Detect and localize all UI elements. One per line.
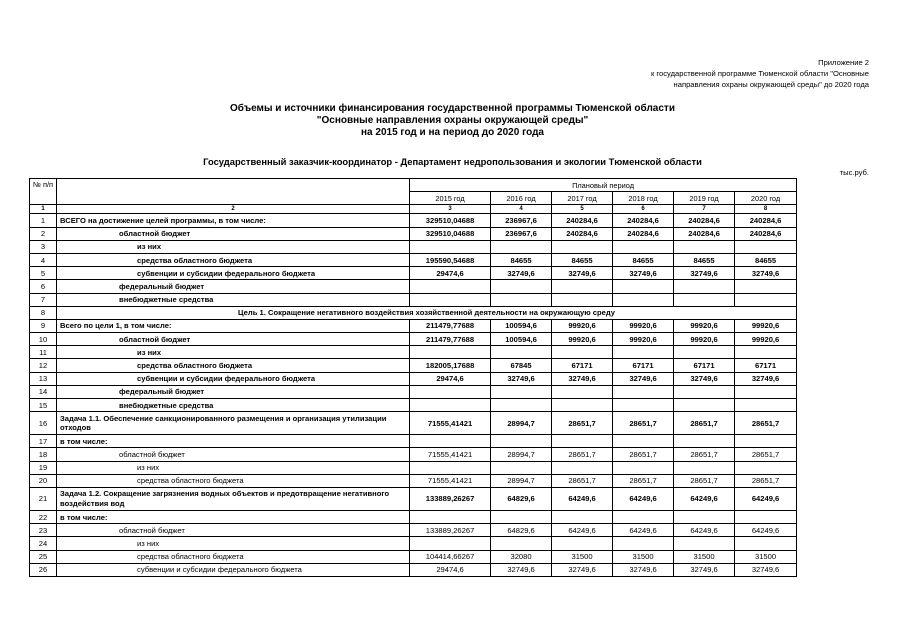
table-row: [30, 510, 797, 523]
column-number: 1: [30, 205, 57, 214]
row-label: в том числе:: [57, 435, 410, 448]
value-cell: 32749,6: [552, 267, 613, 280]
header-year: 2018 год: [613, 192, 674, 205]
value-cell: [410, 399, 491, 412]
appendix-line-1: Приложение 2: [818, 58, 869, 67]
value-cell: 67171: [613, 359, 674, 372]
value-cell: 31500: [674, 550, 735, 563]
header-year: 2020 год: [735, 192, 797, 205]
row-label: Задача 1.2. Сокращение загрязнения водных объектов и предотвращение негативного воздействия вод: [57, 487, 410, 510]
value-cell: 99920,6: [674, 333, 735, 346]
table-row: [30, 267, 797, 280]
table-row: [30, 319, 797, 332]
value-cell: 240284,6: [735, 227, 797, 240]
row-label: субвенции и субсидии федерального бюджета: [57, 267, 410, 280]
row-number: 11: [30, 346, 57, 359]
customer-line: Государственный заказчик-координатор - Департамент недропользования и экологии Тюменской области: [203, 156, 702, 167]
value-cell: 28651,7: [552, 412, 613, 435]
title-line-1: Объемы и источники финансирования государственной программы Тюменской области: [230, 103, 675, 114]
table-row: [30, 372, 797, 385]
value-cell: [552, 399, 613, 412]
value-cell: 67171: [674, 359, 735, 372]
row-label: средства областного бюджета: [57, 474, 410, 487]
value-cell: 240284,6: [613, 214, 674, 227]
value-cell: 100594,6: [491, 333, 552, 346]
row-label: в том числе:: [57, 510, 410, 523]
value-cell: 32749,6: [674, 372, 735, 385]
value-cell: 28651,7: [735, 448, 797, 461]
value-cell: 104414,66267: [410, 550, 491, 563]
row-label: из них: [57, 461, 410, 474]
value-cell: [613, 346, 674, 359]
row-number: 5: [30, 267, 57, 280]
value-cell: 240284,6: [674, 214, 735, 227]
value-cell: 28994,7: [491, 448, 552, 461]
value-cell: [491, 461, 552, 474]
value-cell: 64829,6: [491, 524, 552, 537]
value-cell: 29474,6: [410, 267, 491, 280]
value-cell: [735, 240, 797, 253]
value-cell: 236967,6: [491, 214, 552, 227]
value-cell: 84655: [674, 253, 735, 266]
column-number: 3: [410, 205, 491, 214]
row-number: 15: [30, 399, 57, 412]
value-cell: 28651,7: [613, 412, 674, 435]
value-cell: [410, 435, 491, 448]
table-row: [30, 550, 797, 563]
appendix-line-3: направления охраны окружающей среды" до 2020 года: [673, 80, 869, 89]
value-cell: 32749,6: [674, 267, 735, 280]
value-cell: [735, 461, 797, 474]
value-cell: 182005,17688: [410, 359, 491, 372]
table-row: [30, 227, 797, 240]
table-row: [30, 280, 797, 293]
value-cell: [410, 240, 491, 253]
value-cell: [491, 399, 552, 412]
header-number: № п/п: [30, 179, 57, 205]
value-cell: [410, 461, 491, 474]
value-cell: 32749,6: [552, 563, 613, 576]
value-cell: 28994,7: [491, 474, 552, 487]
value-cell: [613, 399, 674, 412]
value-cell: [674, 399, 735, 412]
row-label: Задача 1.1. Обеспечение санкционированного размещения и организация утилизации отходов: [57, 412, 410, 435]
value-cell: 64249,6: [552, 487, 613, 510]
row-number: 1: [30, 214, 57, 227]
value-cell: [491, 385, 552, 398]
value-cell: [552, 537, 613, 550]
value-cell: [491, 240, 552, 253]
value-cell: [552, 385, 613, 398]
value-cell: 329510,04688: [410, 214, 491, 227]
table-row: [30, 537, 797, 550]
value-cell: 28651,7: [613, 474, 674, 487]
value-cell: [674, 435, 735, 448]
value-cell: 99920,6: [735, 319, 797, 332]
value-cell: 71555,41421: [410, 412, 491, 435]
value-cell: 32749,6: [491, 372, 552, 385]
value-cell: [552, 280, 613, 293]
value-cell: 32749,6: [552, 372, 613, 385]
row-number: 25: [30, 550, 57, 563]
header-name: [57, 179, 410, 205]
row-number: 26: [30, 563, 57, 576]
row-number: 17: [30, 435, 57, 448]
title-line-2: "Основные направления охраны окружающей среды": [316, 115, 589, 126]
value-cell: 28651,7: [674, 412, 735, 435]
row-number: 6: [30, 280, 57, 293]
value-cell: 32749,6: [491, 563, 552, 576]
value-cell: 240284,6: [613, 227, 674, 240]
value-cell: 28651,7: [674, 448, 735, 461]
value-cell: 99920,6: [613, 319, 674, 332]
value-cell: [674, 346, 735, 359]
value-cell: 64249,6: [613, 524, 674, 537]
value-cell: 28651,7: [613, 448, 674, 461]
value-cell: [552, 346, 613, 359]
table-row: [30, 399, 797, 412]
table-row: [30, 333, 797, 346]
table-row: [30, 306, 797, 319]
value-cell: [613, 537, 674, 550]
value-cell: [613, 510, 674, 523]
value-cell: 32080: [491, 550, 552, 563]
value-cell: 99920,6: [735, 333, 797, 346]
row-number: 8: [30, 306, 57, 319]
value-cell: [735, 346, 797, 359]
value-cell: 240284,6: [674, 227, 735, 240]
header-row-1: [30, 179, 797, 192]
header-planned-period: Плановый период: [410, 179, 797, 192]
value-cell: [410, 385, 491, 398]
value-cell: [613, 293, 674, 306]
value-cell: 240284,6: [552, 227, 613, 240]
value-cell: [552, 240, 613, 253]
value-cell: 29474,6: [410, 563, 491, 576]
row-number: 12: [30, 359, 57, 372]
value-cell: 32749,6: [674, 563, 735, 576]
value-cell: 99920,6: [613, 333, 674, 346]
value-cell: [410, 280, 491, 293]
table-row: [30, 474, 797, 487]
value-cell: [613, 280, 674, 293]
value-cell: [674, 537, 735, 550]
value-cell: [410, 293, 491, 306]
column-number: 2: [57, 205, 410, 214]
row-label: субвенции и субсидии федерального бюджета: [57, 372, 410, 385]
value-cell: [552, 293, 613, 306]
row-number: 2: [30, 227, 57, 240]
table-row: [30, 487, 797, 510]
table-row: [30, 412, 797, 435]
value-cell: 28651,7: [735, 412, 797, 435]
value-cell: 64829,6: [491, 487, 552, 510]
value-cell: 28651,7: [552, 474, 613, 487]
row-label: областной бюджет: [57, 524, 410, 537]
row-label: средства областного бюджета: [57, 359, 410, 372]
row-label: субвенции и субсидии федерального бюджета: [57, 563, 410, 576]
value-cell: 133889,26267: [410, 524, 491, 537]
value-cell: 99920,6: [674, 319, 735, 332]
row-number: 19: [30, 461, 57, 474]
row-number: 13: [30, 372, 57, 385]
value-cell: 32749,6: [735, 372, 797, 385]
table-row: [30, 563, 797, 576]
table-row: [30, 524, 797, 537]
value-cell: [491, 280, 552, 293]
value-cell: [552, 461, 613, 474]
table-row: [30, 346, 797, 359]
appendix-note: [651, 57, 869, 90]
value-cell: 84655: [491, 253, 552, 266]
row-label: из них: [57, 346, 410, 359]
value-cell: 64249,6: [674, 524, 735, 537]
row-number: 20: [30, 474, 57, 487]
column-number-row: [30, 205, 797, 214]
value-cell: [735, 399, 797, 412]
row-label: из них: [57, 537, 410, 550]
value-cell: [552, 435, 613, 448]
value-cell: 64249,6: [613, 487, 674, 510]
column-number: 5: [552, 205, 613, 214]
value-cell: [674, 461, 735, 474]
value-cell: 84655: [552, 253, 613, 266]
row-number: 4: [30, 253, 57, 266]
value-cell: [674, 280, 735, 293]
table-row: [30, 240, 797, 253]
value-cell: 329510,04688: [410, 227, 491, 240]
table-row: [30, 253, 797, 266]
row-label: областной бюджет: [57, 227, 410, 240]
row-label: областной бюджет: [57, 448, 410, 461]
row-number: 18: [30, 448, 57, 461]
row-number: 22: [30, 510, 57, 523]
value-cell: [735, 537, 797, 550]
value-cell: [613, 385, 674, 398]
value-cell: [735, 435, 797, 448]
value-cell: [410, 346, 491, 359]
value-cell: 64249,6: [674, 487, 735, 510]
value-cell: [410, 537, 491, 550]
value-cell: 32749,6: [735, 563, 797, 576]
value-cell: [674, 240, 735, 253]
row-label: из них: [57, 240, 410, 253]
row-number: 16: [30, 412, 57, 435]
value-cell: [491, 435, 552, 448]
table-row: [30, 214, 797, 227]
value-cell: 31500: [735, 550, 797, 563]
value-cell: [491, 346, 552, 359]
table-row: [30, 435, 797, 448]
value-cell: 84655: [735, 253, 797, 266]
value-cell: 64249,6: [735, 524, 797, 537]
value-cell: 84655: [613, 253, 674, 266]
value-cell: 195590,54688: [410, 253, 491, 266]
column-number: 4: [491, 205, 552, 214]
row-number: 14: [30, 385, 57, 398]
value-cell: [613, 435, 674, 448]
value-cell: 236967,6: [491, 227, 552, 240]
header-year: 2015 год: [410, 192, 491, 205]
value-cell: 64249,6: [735, 487, 797, 510]
value-cell: 99920,6: [552, 319, 613, 332]
value-cell: 211479,77688: [410, 333, 491, 346]
value-cell: [613, 240, 674, 253]
row-number: 9: [30, 319, 57, 332]
row-label: областной бюджет: [57, 333, 410, 346]
value-cell: 32749,6: [613, 563, 674, 576]
value-cell: 133889,26267: [410, 487, 491, 510]
value-cell: 32749,6: [613, 372, 674, 385]
value-cell: 67845: [491, 359, 552, 372]
goal-heading: Цель 1. Сокращение негативного воздействия хозяйственной деятельности на окружающую среду: [57, 306, 797, 319]
table-row: [30, 293, 797, 306]
value-cell: 28651,7: [735, 474, 797, 487]
value-cell: [735, 293, 797, 306]
row-label: внебюджетные средства: [57, 399, 410, 412]
column-number: 8: [735, 205, 797, 214]
value-cell: 71555,41421: [410, 448, 491, 461]
column-number: 7: [674, 205, 735, 214]
row-label: ВСЕГО на достижение целей программы, в том числе:: [57, 214, 410, 227]
row-number: 23: [30, 524, 57, 537]
value-cell: 100594,6: [491, 319, 552, 332]
value-cell: 32749,6: [491, 267, 552, 280]
value-cell: 67171: [735, 359, 797, 372]
value-cell: 99920,6: [552, 333, 613, 346]
row-label: федеральный бюджет: [57, 385, 410, 398]
row-number: 24: [30, 537, 57, 550]
value-cell: [735, 280, 797, 293]
value-cell: [410, 510, 491, 523]
row-number: 21: [30, 487, 57, 510]
unit-label: тыс.руб.: [839, 168, 869, 177]
value-cell: [735, 510, 797, 523]
value-cell: [674, 385, 735, 398]
row-label: средства областного бюджета: [57, 253, 410, 266]
header-year: 2016 год: [491, 192, 552, 205]
value-cell: [552, 510, 613, 523]
table-row: [30, 385, 797, 398]
value-cell: [735, 385, 797, 398]
row-label: внебюджетные средства: [57, 293, 410, 306]
value-cell: 28994,7: [491, 412, 552, 435]
row-label: Всего по цели 1, в том числе:: [57, 319, 410, 332]
header-year: 2019 год: [674, 192, 735, 205]
financing-table: [29, 178, 797, 577]
row-number: 10: [30, 333, 57, 346]
value-cell: [491, 510, 552, 523]
table-row: [30, 448, 797, 461]
value-cell: [674, 293, 735, 306]
value-cell: 31500: [552, 550, 613, 563]
row-label: федеральный бюджет: [57, 280, 410, 293]
column-number: 6: [613, 205, 674, 214]
value-cell: 67171: [552, 359, 613, 372]
title-line-3: на 2015 год и на период до 2020 года: [361, 127, 544, 138]
header-year: 2017 год: [552, 192, 613, 205]
row-number: 3: [30, 240, 57, 253]
value-cell: 31500: [613, 550, 674, 563]
table-row: [30, 461, 797, 474]
value-cell: 240284,6: [735, 214, 797, 227]
row-number: 7: [30, 293, 57, 306]
value-cell: 64249,6: [552, 524, 613, 537]
document-title: [0, 103, 905, 139]
row-label: средства областного бюджета: [57, 550, 410, 563]
value-cell: 28651,7: [674, 474, 735, 487]
appendix-line-2: к государственной программе Тюменской области "Основные: [650, 69, 869, 78]
value-cell: 32749,6: [735, 267, 797, 280]
value-cell: 28651,7: [552, 448, 613, 461]
value-cell: [491, 537, 552, 550]
value-cell: 71555,41421: [410, 474, 491, 487]
value-cell: 240284,6: [552, 214, 613, 227]
value-cell: 29474,6: [410, 372, 491, 385]
value-cell: [491, 293, 552, 306]
table-row: [30, 359, 797, 372]
value-cell: 32749,6: [613, 267, 674, 280]
value-cell: [613, 461, 674, 474]
value-cell: [674, 510, 735, 523]
value-cell: 211479,77688: [410, 319, 491, 332]
